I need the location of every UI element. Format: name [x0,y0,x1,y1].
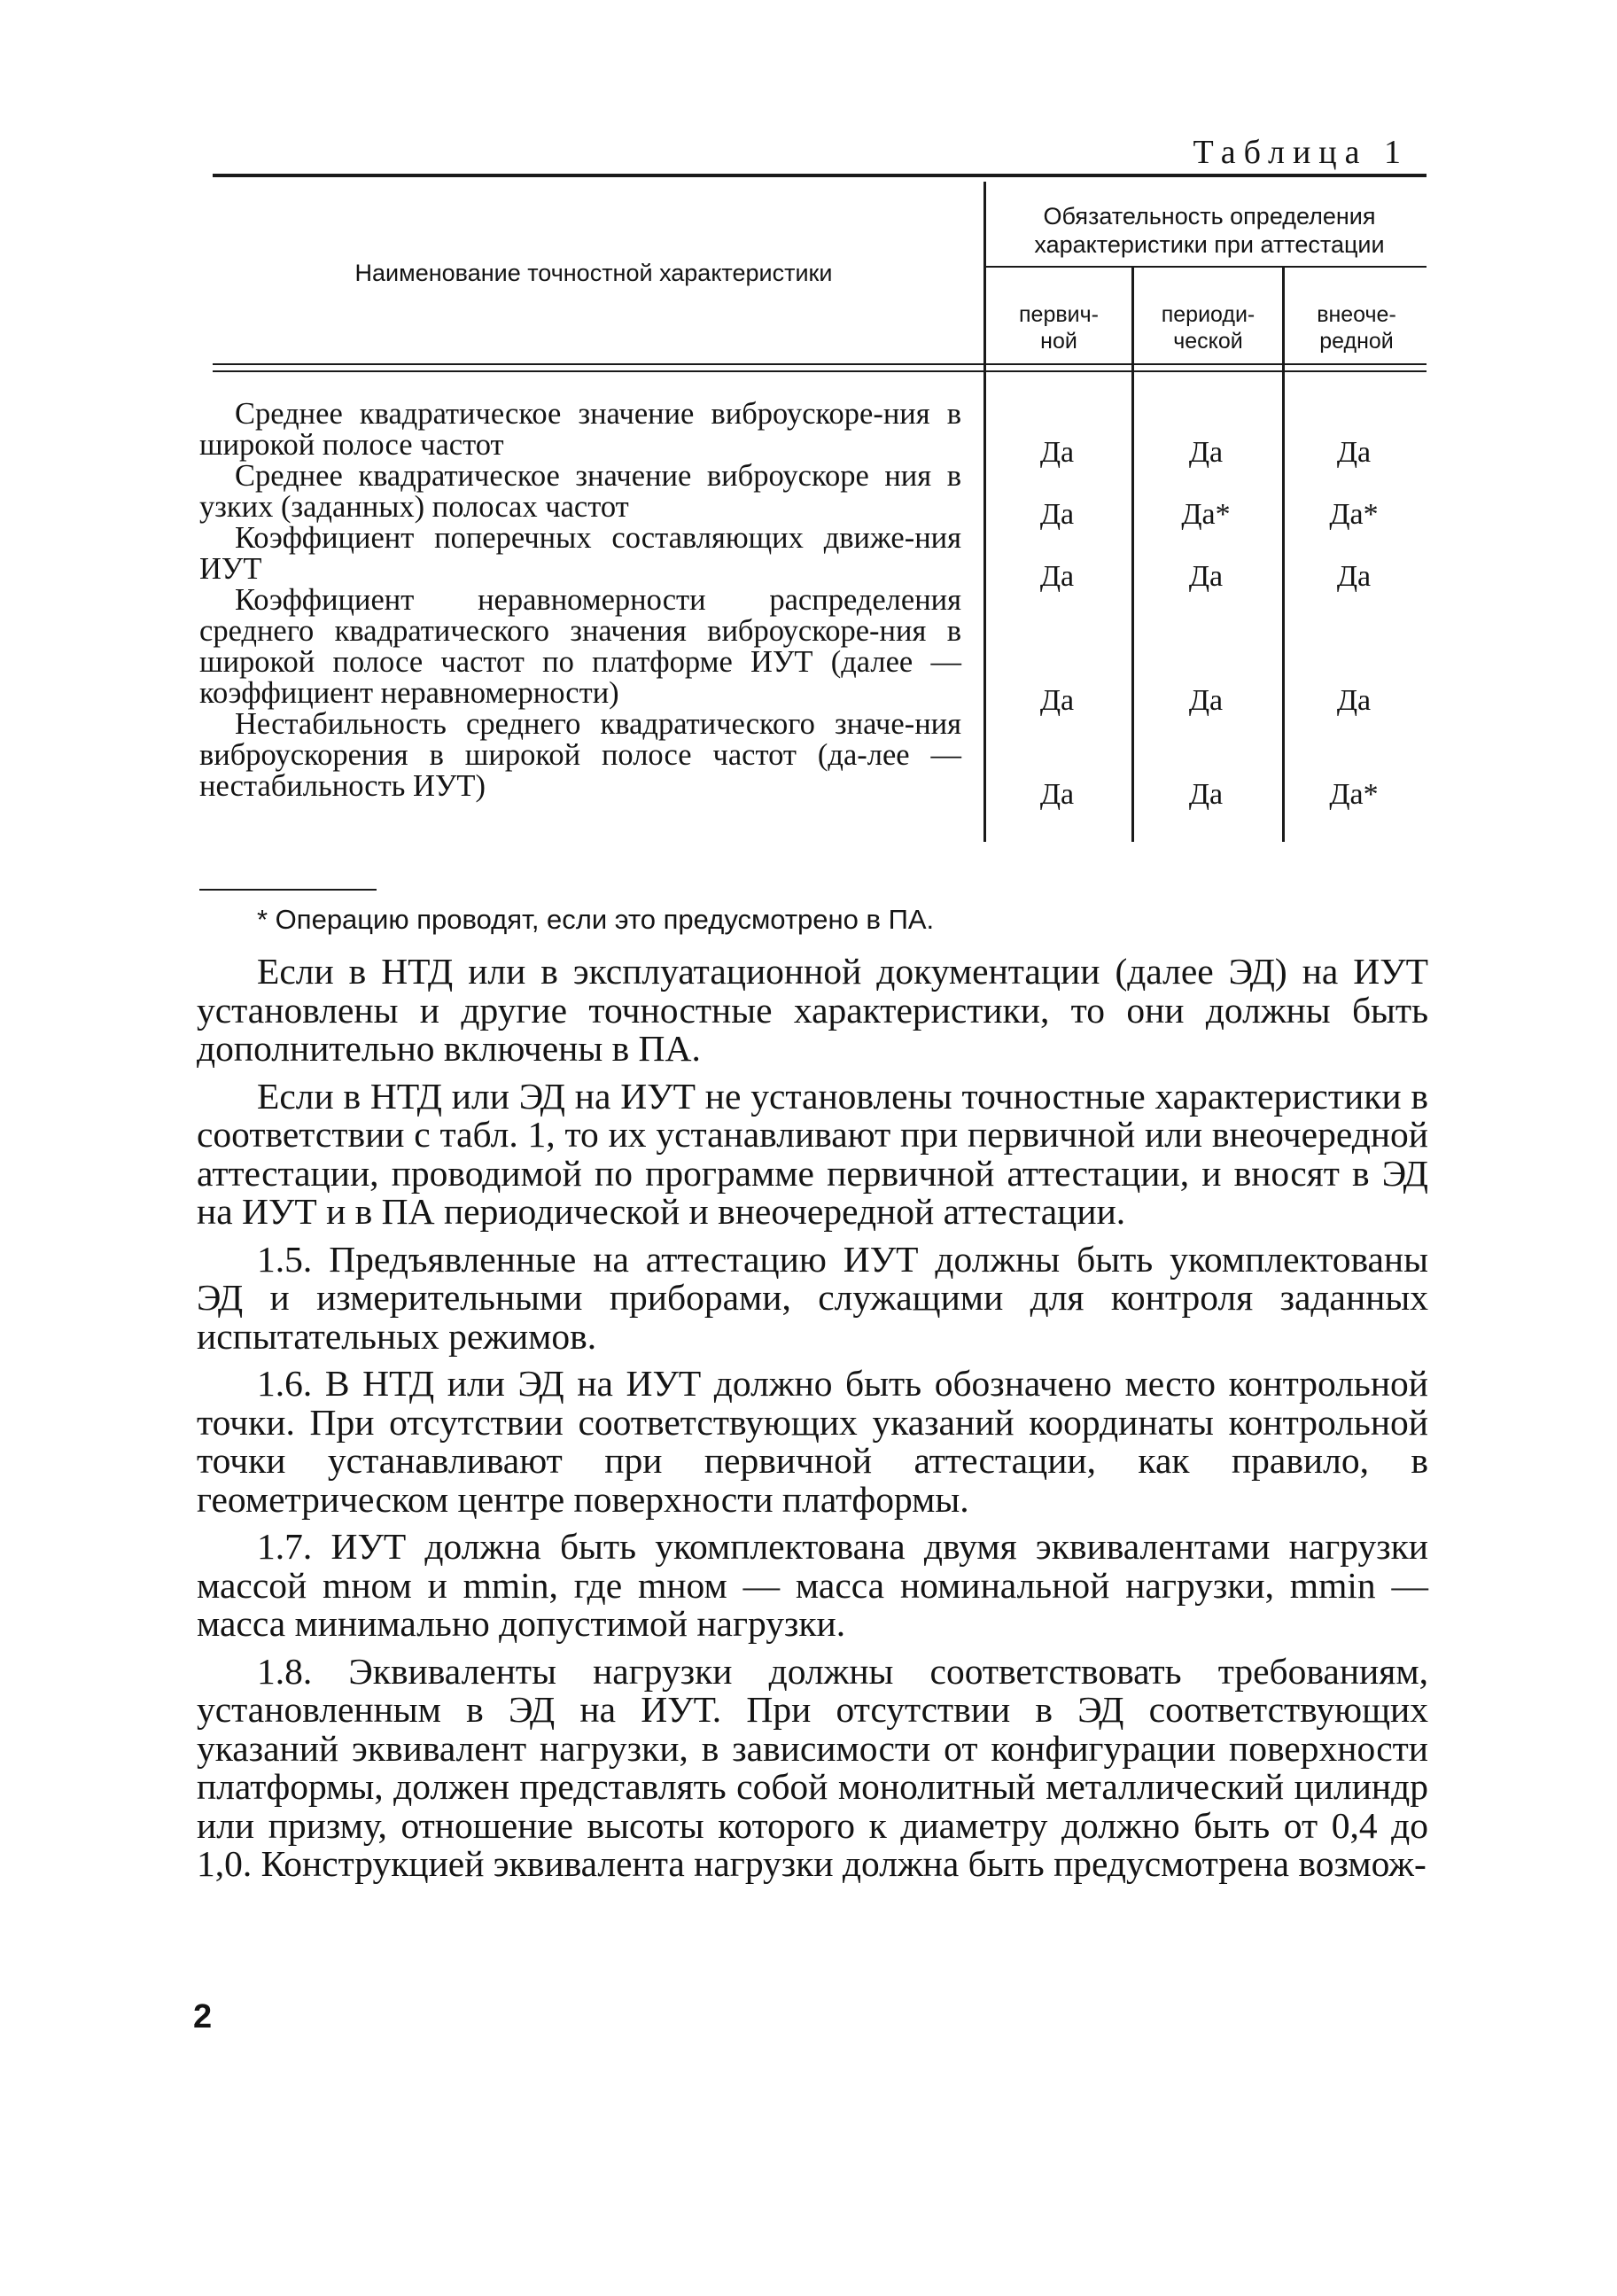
footnote-separator [199,889,377,891]
cell-periodic: Да [1188,684,1224,717]
table-caption: Таблица 1 [1193,134,1409,171]
paragraph: 1.7. ИУТ должна быть укомплектована двумя эквивалентами нагрузки массой mном и mmin, где mном — масса номинальной нагрузки, mmin — масса минимально допустимой нагрузки. [197,1526,1428,1644]
row-name: Нестабильность среднего квадратического значе-ния виброускорения в широкой полосе частот (да-лее — нестабильность ИУТ) [199,707,961,803]
cell-primary: Да [1039,560,1075,593]
cell-periodic: Да* [1181,498,1231,531]
cell-extraordinary: Да [1336,684,1372,717]
header-col-extraordinary: внеоче- редной [1317,302,1396,354]
header-name: Наименование точностной характеристики [354,260,833,286]
header-col-periodic: периоди- ческой [1161,302,1256,354]
cell-periodic: Да [1188,778,1224,811]
paragraph: Если в НТД или ЭД на ИУТ не установлены точностные характеристики в соответствии с табл. 1, то их устанавливают при первичной или внеочередной аттестации, проводимой по программе первичной аттестации, и вносят в ЭД на ИУТ и в ПА периодической и внеочередной аттестации. [197,1075,1428,1232]
table-top-rule [213,174,1427,177]
header-bottom-rule-2 [213,370,1427,372]
body-text [197,953,1428,1893]
row-name: Коэффициент поперечных составляющих движе-ния ИУТ [199,521,961,586]
paragraph: Если в НТД или в эксплуатационной документации (далее ЭД) на ИУТ установлены и другие точностные характеристики, то они должны быть дополнительно включены в ПА. [197,951,1428,1069]
cell-periodic: Да [1188,436,1224,469]
header-group: Обязательность определения характеристики при аттестации [1034,203,1385,258]
header-bottom-rule [213,363,1427,365]
cell-primary: Да [1039,498,1075,531]
row-name: Среднее квадратическое значение виброускоре-ния в широкой полосе частот [199,397,961,462]
cell-primary: Да [1039,436,1075,469]
header-group-rule [986,266,1427,268]
table-column-divider-3 [1282,268,1285,842]
paragraph: 1.5. Предъявленные на аттестацию ИУТ должны быть укомплектованы ЭД и измерительными приборами, служащими для контроля заданных испытательных режимов. [197,1238,1428,1357]
page-number: 2 [193,1998,213,2035]
footnote: * Операцию проводят, если это предусмотрено в ПА. [257,904,935,935]
cell-extraordinary: Да* [1329,498,1379,531]
cell-extraordinary: Да [1336,560,1372,593]
header-col-primary: первич- ной [1019,302,1099,354]
cell-primary: Да [1039,684,1075,717]
paragraph: 1.8. Эквиваленты нагрузки должны соответствовать требованиям, установленным в ЭД на ИУТ. При отсутствии в ЭД соответствующих указаний эквивалент нагрузки, в зависимости от конфигурации поверхности платформы, должен представлять собой монолитный металлический цилиндр или призму, отношение высоты которого к диаметру должно быть от 0,4 до 1,0. Конструкцией эквивалента нагрузки должна быть предусмотрена возмож- [197,1650,1428,1884]
cell-primary: Да [1039,778,1075,811]
cell-extraordinary: Да [1336,436,1372,469]
cell-periodic: Да [1188,560,1224,593]
table-column-divider-1 [983,182,986,842]
row-name: Среднее квадратическое значение виброускоре ния в узких (заданных) полосах частот [199,459,961,524]
paragraph: 1.6. В НТД или ЭД на ИУТ должно быть обозначено место контрольной точки. При отсутствии соответствующих указаний координаты контрольной точки устанавливают при первичной аттестации, как правило, в геометрическом центре поверхности платформы. [197,1363,1428,1520]
table-column-divider-2 [1131,268,1134,842]
row-name: Коэффициент неравномерности распределения среднего квадратического значения виброускоре-ния в широкой полосе частот по платформе ИУТ (далее — коэффициент неравномерности) [199,583,961,710]
cell-extraordinary: Да* [1329,778,1379,811]
